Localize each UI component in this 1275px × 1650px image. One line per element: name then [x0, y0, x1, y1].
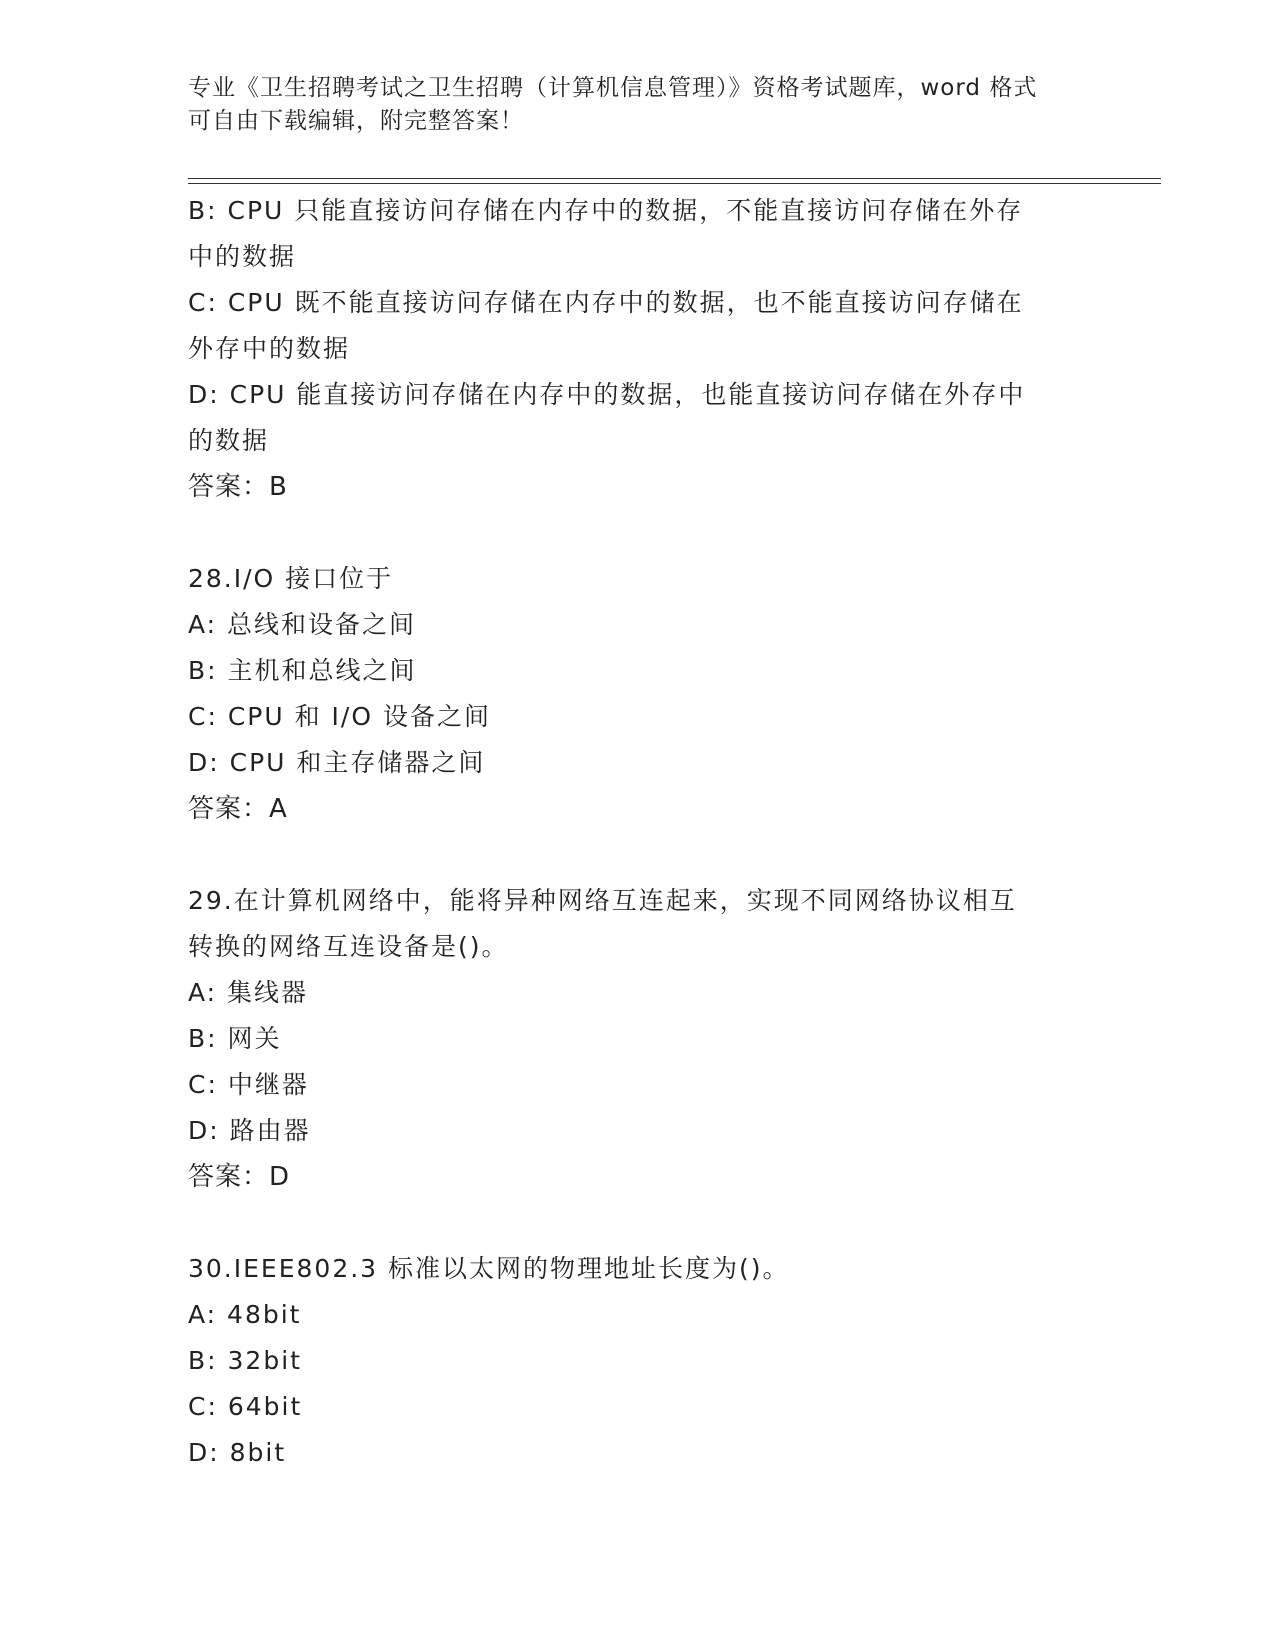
- question-text: 30.IEEE802.3 标准以太网的物理地址长度为()。: [188, 1254, 790, 1283]
- question-spacer: [188, 1200, 1088, 1246]
- answer-label: 答案：B: [188, 472, 288, 502]
- option-d: D: 8bit: [188, 1438, 287, 1467]
- option-a: A: 48bit: [188, 1300, 302, 1329]
- option-d-line-1: D: CPU 能直接访问存储在内存中的数据，也能直接访问存储在外存中: [188, 380, 1026, 409]
- option-c-line-2: 外存中的数据: [188, 334, 351, 363]
- option-b: B: 主机和总线之间: [188, 656, 417, 685]
- option-b: B: 网关: [188, 1024, 282, 1053]
- header-rule-top: [188, 178, 1161, 179]
- header-rule-bottom: [188, 183, 1161, 184]
- question-text-line-2: 转换的网络互连设备是()。: [188, 932, 509, 961]
- question-spacer: [188, 510, 1088, 556]
- question-spacer: [188, 832, 1088, 878]
- option-c: C: 64bit: [188, 1392, 303, 1421]
- question-text-line-1: 29.在计算机网络中，能将异种网络互连起来，实现不同网络协议相互: [188, 886, 1017, 915]
- option-a: A: 总线和设备之间: [188, 610, 417, 639]
- question-content: [188, 188, 1088, 1476]
- option-b: B: 32bit: [188, 1346, 302, 1375]
- option-c: C: 中继器: [188, 1070, 309, 1099]
- answer-label: 答案：D: [188, 1162, 291, 1192]
- option-c-line-1: C: CPU 既不能直接访问存储在内存中的数据，也不能直接访问存储在: [188, 288, 1024, 317]
- option-d: D: 路由器: [188, 1116, 311, 1145]
- question-30: [188, 1246, 1088, 1476]
- option-b-line-2: 中的数据: [188, 242, 297, 271]
- option-c: C: CPU 和 I/O 设备之间: [188, 702, 491, 731]
- document-header: [188, 72, 1088, 138]
- option-d: D: CPU 和主存储器之间: [188, 748, 486, 777]
- question-28: [188, 556, 1088, 832]
- option-d-line-2: 的数据: [188, 426, 270, 455]
- answer-label: 答案：A: [188, 794, 288, 824]
- option-b-line-1: B: CPU 只能直接访问存储在内存中的数据，不能直接访问存储在外存: [188, 196, 1024, 225]
- question-29: [188, 878, 1088, 1200]
- option-a: A: 集线器: [188, 978, 309, 1007]
- question-text: 28.I/O 接口位于: [188, 564, 394, 593]
- header-line-1: 专业《卫生招聘考试之卫生招聘（计算机信息管理）》资格考试题库，word 格式: [188, 75, 1038, 101]
- question-27-tail: [188, 188, 1088, 510]
- header-line-2: 可自由下载编辑，附完整答案！: [188, 108, 524, 134]
